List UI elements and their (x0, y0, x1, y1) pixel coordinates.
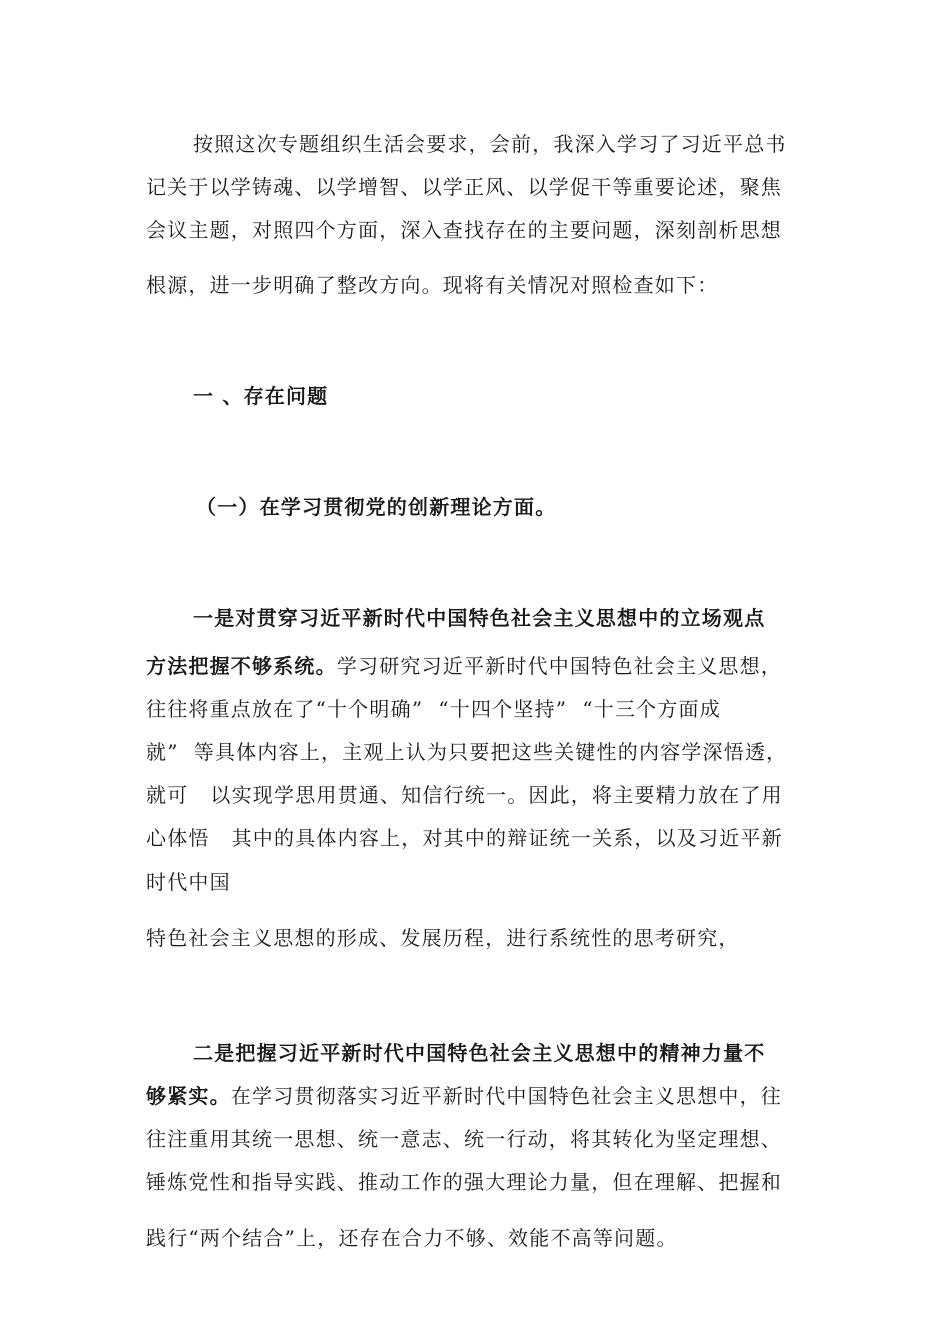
point2-line-2-rest: 在学习贯彻落实习近平新时代中国特色社会主义思想中，往 (230, 1084, 783, 1108)
point1-line-5a: 就可 (146, 783, 189, 807)
point2-line-3: 往注重用其统一思想、统一意志、统一行动，将其转化为坚定理想、 (146, 1127, 782, 1151)
point1-line-6a: 心体悟 (146, 826, 210, 850)
intro-line-4: 根源，进一步明确了整改方向。现将有关情况对照检查如下： (146, 273, 719, 297)
section-heading: 一 、存在问题 (193, 384, 329, 408)
point1-line-6 (146, 824, 783, 852)
point1-line-4: 就” 等具体内容上，主观上认为只要把这些关键性的内容学深悟透， (146, 740, 788, 764)
intro-line-1: 按照这次专题组织生活会要求，会前，我深入学习了习近平总书 (193, 132, 787, 156)
point2-bold-line-1: 二是把握习近平新时代中国特色社会主义思想中的精神力量不 (193, 1041, 766, 1065)
point1-line-5b: 以实现学思用贯通、知信行统一。因此，将主要精力放在了用 (210, 783, 783, 807)
point1-bold-line-2: 方法把握不够系统。 (146, 654, 337, 678)
point2-bold-line-2: 够紧实。 (146, 1084, 231, 1108)
point1-line-2 (146, 652, 782, 680)
point2-line-4: 锤炼党性和指导实践、推动工作的强大理论力量，但在理解、把握和 (146, 1170, 782, 1194)
point1-line-8: 特色社会主义思想的形成、发展历程，进行系统性的思考研究， (146, 926, 740, 950)
point1-line-2-rest: 学习研究习近平新时代中国特色社会主义思想， (336, 654, 783, 678)
point1-line-7: 时代中国 (146, 870, 231, 894)
subsection-heading: （一）在学习贯彻党的创新理论方面。 (196, 495, 557, 519)
point1-line-3: 往往将重点放在了“十个明确” “十四个坚持” “十三个方面成 (146, 697, 721, 721)
point1-line-5 (146, 781, 783, 809)
point2-line-5: 践行“两个结合”上，还存在合力不够、效能不高等问题。 (146, 1226, 678, 1250)
intro-line-2: 记关于以学铸魂、以学增智、以学正风、以学促干等重要论述，聚焦 (146, 175, 782, 199)
point1-line-6b: 其中的具体内容上，对其中的辩证统一关系，以及习近平新 (231, 826, 783, 850)
point1-bold-line-1: 一是对贯穿习近平新时代中国特色社会主义思想中的立场观点 (193, 606, 766, 630)
intro-line-3: 会议主题，对照四个方面，深入查找存在的主要问题，深刻剖析思想 (146, 218, 782, 242)
point2-line-2 (146, 1082, 782, 1110)
